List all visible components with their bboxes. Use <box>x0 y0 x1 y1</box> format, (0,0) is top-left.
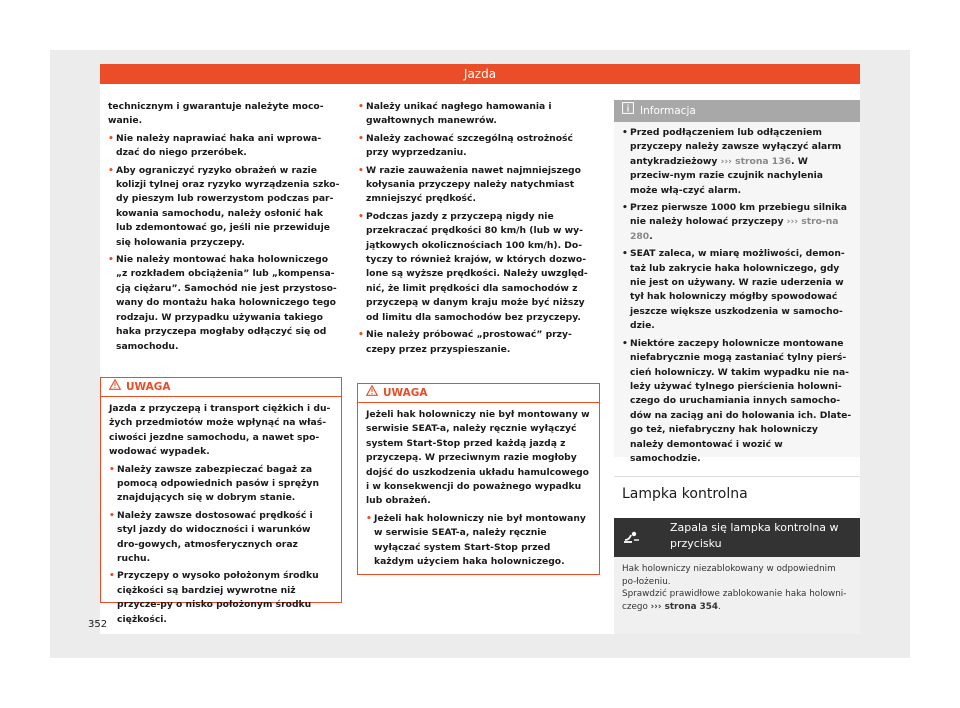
info-icon <box>622 100 634 122</box>
list-item: • Należy zachować szczególną ostrożność przy wyprzedzaniu. <box>358 132 594 161</box>
warning-header <box>358 384 599 403</box>
info-text: . W przeciw-nym razie czujnik nachylenia może włą-czyć alarm. <box>630 155 824 196</box>
list-item: • Nie należy naprawiać haka ani wprowa-dzać do niego przeróbek. <box>108 132 340 161</box>
page-reference-link[interactable]: ››› strona 354 <box>650 601 719 612</box>
info-header <box>614 100 860 122</box>
column-2 <box>358 100 594 360</box>
lamp-title: Zapala się lampka kontrolna w przycisku <box>670 521 839 550</box>
info-text: Przez pierwsze 1000 km przebiegu silnika nie należy holować przyczepy <box>630 202 847 228</box>
lamp-description <box>614 557 860 634</box>
warning-triangle-icon <box>366 384 378 402</box>
list-item: • W razie zauważenia nawet najmniejszego kołysania przyczepy należy natychmiast zmniejszyć prędkość. <box>358 164 594 207</box>
list-item: • Nie należy montować haka holowniczego „z rozkładem obciążenia” lub „kompensa-cją ciężaru”. Samochód nie jest przystoso-wany do montażu haka holowniczego tego rodzaju. W przypadku używania takiego haka przyczepa mogłaby odłączyć się od samochodu. <box>108 253 340 354</box>
paragraph: technicznym i gwarantuje należyte moco-wanie. <box>108 101 324 127</box>
list-item: • Jeżeli hak holowniczy nie był montowany w serwisie SEAT-a, należy ręcznie wyłączać system Start-Stop przed każdym użyciem haka holowniczego. <box>366 512 591 570</box>
warning-title: UWAGA <box>126 381 171 393</box>
lamp-text: Hak holowniczy niezablokowany w odpowiednim po-łożeniu. <box>622 564 836 587</box>
chapter-header: Jazda <box>100 64 860 84</box>
info-title: Informacja <box>640 105 696 117</box>
warning-title: UWAGA <box>383 387 428 399</box>
info-box <box>614 100 860 464</box>
list-item <box>622 126 852 198</box>
list-item: • Aby ograniczyć ryzyko obrażeń w razie kolizji tylnej oraz ryzyko wyrządzenia szko-dy pieszym lub rowerzystom podczas par-kowania samochodu, należy osłonić hak lub zdemontować go, jeśli nie przewiduje się holowania przyczepy. <box>108 164 340 250</box>
list-item: • Należy zawsze zabezpieczać bagaż za pomocą odpowiednich pasów i sprężyn znajdujących się w dobrym stanie. <box>109 463 333 506</box>
list-item <box>622 201 852 244</box>
tow-hitch-icon <box>622 528 642 548</box>
info-text: . <box>649 230 653 242</box>
indicator-lamp-box <box>614 518 860 557</box>
section-divider <box>614 476 860 477</box>
list-item: • Nie należy próbować „prostować” przy-czepy przez przyspieszanie. <box>358 328 594 357</box>
warning-box-1 <box>100 377 342 625</box>
list-item: • Podczas jazdy z przyczepą nigdy nie przekraczać prędkości 80 km/h (lub w wy-jątkowych okolicznościach 100 km/h). Do-tyczy to również krajów, w których dozwo-lone są wyższe prędkości. Należy uwzględ-nić, że limit prędkości dla samochodów z przyczepą w danym kraju może być niższy od limitu dla samochodów bez przyczepy. <box>358 210 594 325</box>
page-reference-link[interactable]: ››› strona 136 <box>720 155 791 167</box>
column-1 <box>108 100 340 357</box>
warning-text: Jazda z przyczepą i transport ciężkich i du-żych przedmiotów może wpłynąć na właś-ciwości jezdne samochodu, a nawet spo-wodować wypadek. <box>109 403 331 458</box>
list-item: • Przyczepy o wysoko położonym środku ciężkości są bardziej wywrotne niż przycze-py o nisko położonym środku ciężkości. <box>109 569 333 627</box>
info-text: Przed podłączeniem lub odłączeniem przyczepy należy zawsze wyłączyć alarm antykradzieżowy <box>630 127 842 167</box>
warning-text: Jeżeli hak holowniczy nie był montowany w serwisie SEAT-a, należy ręcznie wyłączyć system Start-Stop przed każdą jazdą z przyczepą. W przeciwnym razie mogłoby dojść do uszkodzenia układu hamulcowego i w konsekwencji do poważnego wypadku lub obrażeń. <box>366 409 590 507</box>
warning-box-2 <box>357 383 600 575</box>
list-item: • Należy zawsze dostosować prędkość i styl jazdy do widoczności i warunków dro-gowych, atmosferycznych oraz ruchu. <box>109 509 333 567</box>
lamp-text: . <box>718 601 721 612</box>
list-item: • Należy unikać nagłego hamowania i gwałtownych manewrów. <box>358 100 594 129</box>
section-title: Lampka kontrolna <box>622 486 748 502</box>
page-reference-link[interactable]: ››› stro-na 280 <box>630 216 839 242</box>
list-item: • Niektóre zaczepy holownicze montowane niefabrycznie mogą zastaniać tylny pierś-cień holowniczy. W takim wypadku nie na-leży używać tylnego pierścienia holowni-czego do uruchamiania innych samocho-dów na zaciąg ani do holowania ich. Dlate-go też, niefabryczny hak holowniczy należy demontować i wozić w samochodzie. <box>622 337 852 467</box>
lamp-text-2 <box>622 588 852 613</box>
lamp-text: Sprawdzić prawidłowe zablokowanie haka holowni-czego <box>622 589 847 612</box>
list-item: • SEAT zaleca, w miarę możliwości, demon-taż lub zakrycie haka holowniczego, gdy nie jest on używany. W razie uderzenia w tył hak holowniczy mógłby spowodować jeszcze większe uszkodzenia w samocho-dzie. <box>622 247 852 333</box>
warning-triangle-icon <box>109 378 121 396</box>
warning-header <box>101 378 341 397</box>
page-number: 352 <box>88 619 108 630</box>
